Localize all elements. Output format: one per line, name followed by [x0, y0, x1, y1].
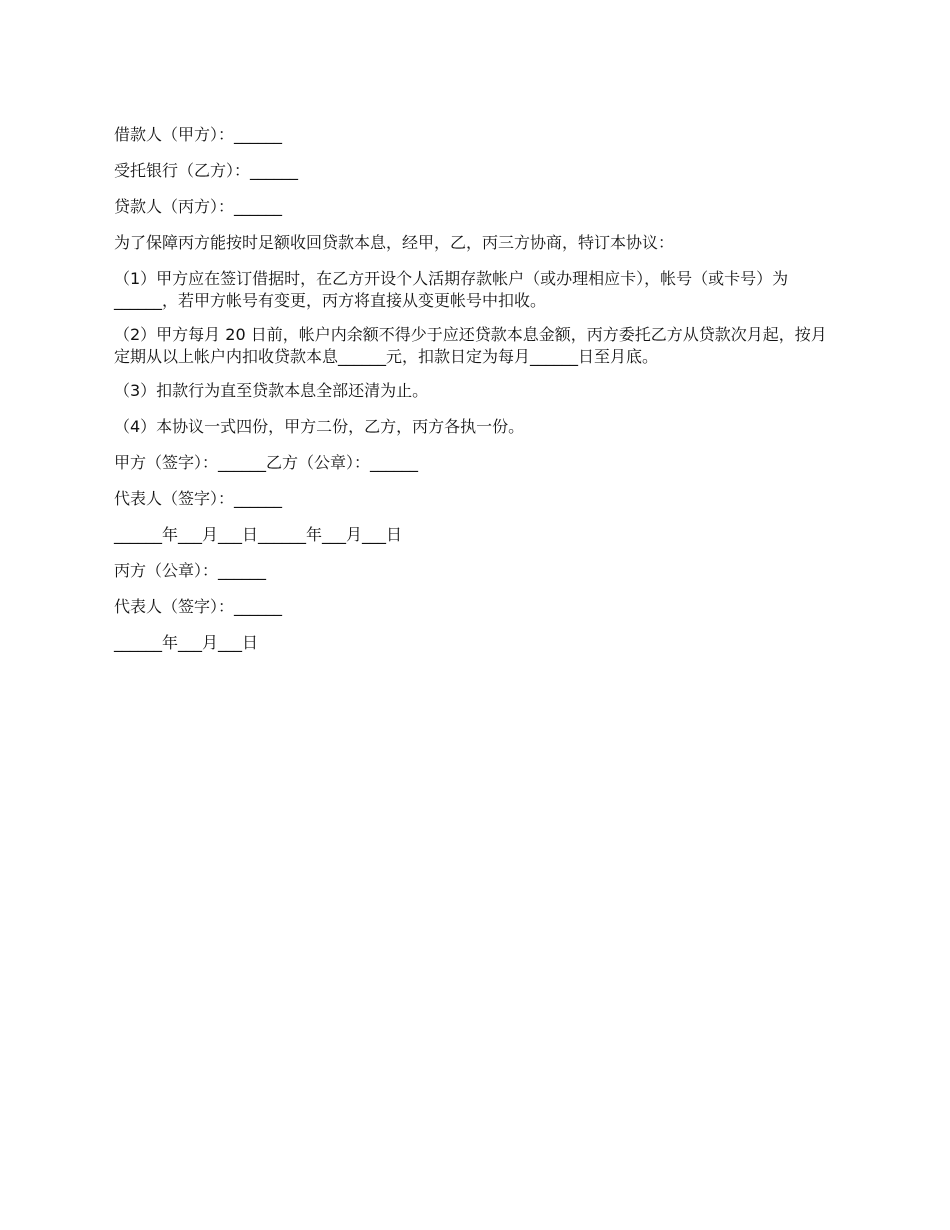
lender-line: 贷款人（丙方）：______	[114, 197, 283, 216]
clause-4: （4）本协议一式四份，甲方二份，乙方，丙方各执一份。	[114, 417, 525, 436]
entrusted-bank-line: 受托银行（乙方）：______	[114, 161, 299, 180]
party-a-b-signature-line: 甲方（签字）：______乙方（公章）：______	[114, 453, 419, 472]
clause-3: （3）扣款行为直至贷款本息全部还清为止。	[114, 381, 429, 400]
representative-signature-line-2: 代表人（签字）：______	[114, 597, 283, 616]
date-line-1: ______年___月___日______年___月___日	[114, 525, 403, 544]
preamble-paragraph: 为了保障丙方能按时足额收回贷款本息，经甲，乙，丙三方协商，特订本协议：	[114, 233, 675, 252]
representative-signature-line-1: 代表人（签字）：______	[114, 489, 283, 508]
clause-2: （2）甲方每月 20 日前，帐户内余额不得少于应还贷款本息金额，丙方委托乙方从贷款次月起，按月定期从以上帐户内扣收贷款本息______元，扣款日定为每月______日至月底。	[114, 325, 827, 366]
date-line-2: ______年___月___日	[114, 633, 259, 652]
clause-1: （1）甲方应在签订借据时，在乙方开设个人活期存款帐户（或办理相应卡），帐号（或卡号）为______，若甲方帐号有变更，丙方将直接从变更帐号中扣收。	[114, 269, 789, 310]
document-body	[114, 124, 836, 668]
party-c-seal-line: 丙方（公章）：______	[114, 561, 267, 580]
borrower-line: 借款人（甲方）：______	[114, 125, 283, 144]
